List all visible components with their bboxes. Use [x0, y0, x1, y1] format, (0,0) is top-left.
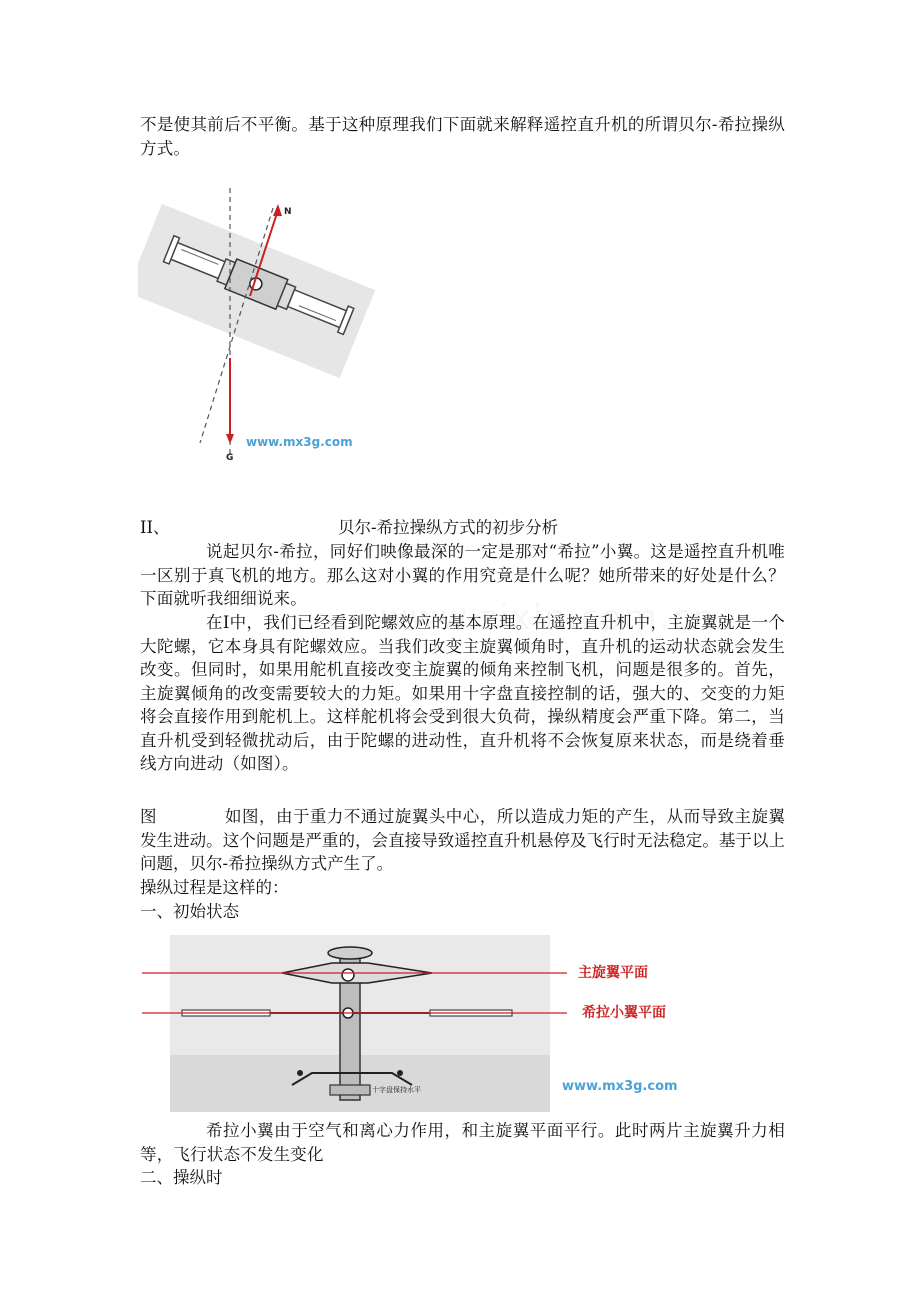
figure-label: 图 [140, 807, 157, 826]
figure-initial-state [142, 935, 704, 1112]
paragraph-flybar-intro: 说起贝尔-希拉，同好们映像最深的一定是那对“希拉”小翼。这是遥控直升机唯一区别于真飞机的地方。那么这对小翼的作用究竟是什么呢？她所带来的好处是什么？下面就听我细细说来。 [140, 542, 785, 608]
paragraph-gyro-principle: 在Ⅰ中，我们已经看到陀螺效应的基本原理。在遥控直升机中，主旋翼就是一个大陀螺，它本身具有陀螺效应。当我们改变主旋翼倾角时，直升机的运动状态就会发生改变。但同时，如果用舵机直接改变主旋翼的倾角来控制飞机，问题是很多的。首先，主旋翼倾角的改变需要较大的力矩。如果用十字盘直接控制的话，强大的、交变的力矩将会直接作用到舵机上。这样舵机将会受到很大负荷，操纵精度会严重下降。第二，当直升机受到轻微扰动后，由于陀螺的进动性，直升机将不会恢复原来状态，而是绕着垂线方向进动（如图）。 [140, 613, 785, 773]
rotor-head-photo [138, 204, 375, 378]
process-intro: 操纵过程是这样的： [140, 878, 289, 897]
g-arrow-head [226, 434, 234, 444]
section-title: 贝尔-希拉操纵方式的初步分析 [338, 518, 559, 537]
figure-gyro-precession-svg [138, 188, 378, 468]
figure1-watermark: www.mx3g.com [246, 435, 353, 449]
step-two-heading: 二、操纵时 [140, 1168, 223, 1187]
figure2-watermark: www.mx3g.com [562, 1079, 678, 1094]
main-rotor-plane-label: 主旋翼平面 [578, 965, 648, 981]
rotor-cap [328, 947, 372, 959]
paragraph-initial-state: 希拉小翼由于空气和离心力作用，和主旋翼平面平行。此时两片主旋翼升力相等，飞行状态不发生变化 [140, 1121, 785, 1164]
figure-gyro-precession [138, 188, 378, 468]
figure-initial-state-svg [142, 935, 704, 1112]
flybar-plane-label: 希拉小翼平面 [582, 1005, 666, 1021]
n-arrow-head [273, 204, 282, 216]
step-one-heading: 一、初始状态 [140, 902, 239, 921]
g-label: G [226, 453, 234, 463]
intro-paragraph: 不是使其前后不平衡。基于这种原理我们下面就来解释遥控直升机的所谓贝尔-希拉操纵方式。 [140, 115, 785, 158]
section-number: II、 [140, 518, 170, 537]
swashplate-label: 十字盘保持水平 [372, 1086, 421, 1094]
n-label: N [284, 207, 292, 217]
figure-description: 如图，由于重力不通过旋翼头中心，所以造成力矩的产生，从而导致主旋翼发生进动。这个问题是严重的，会直接导致遥控直升机悬停及飞行时无法稳定。基于以上问题，贝尔-希拉操纵方式产生了。 [140, 807, 785, 873]
